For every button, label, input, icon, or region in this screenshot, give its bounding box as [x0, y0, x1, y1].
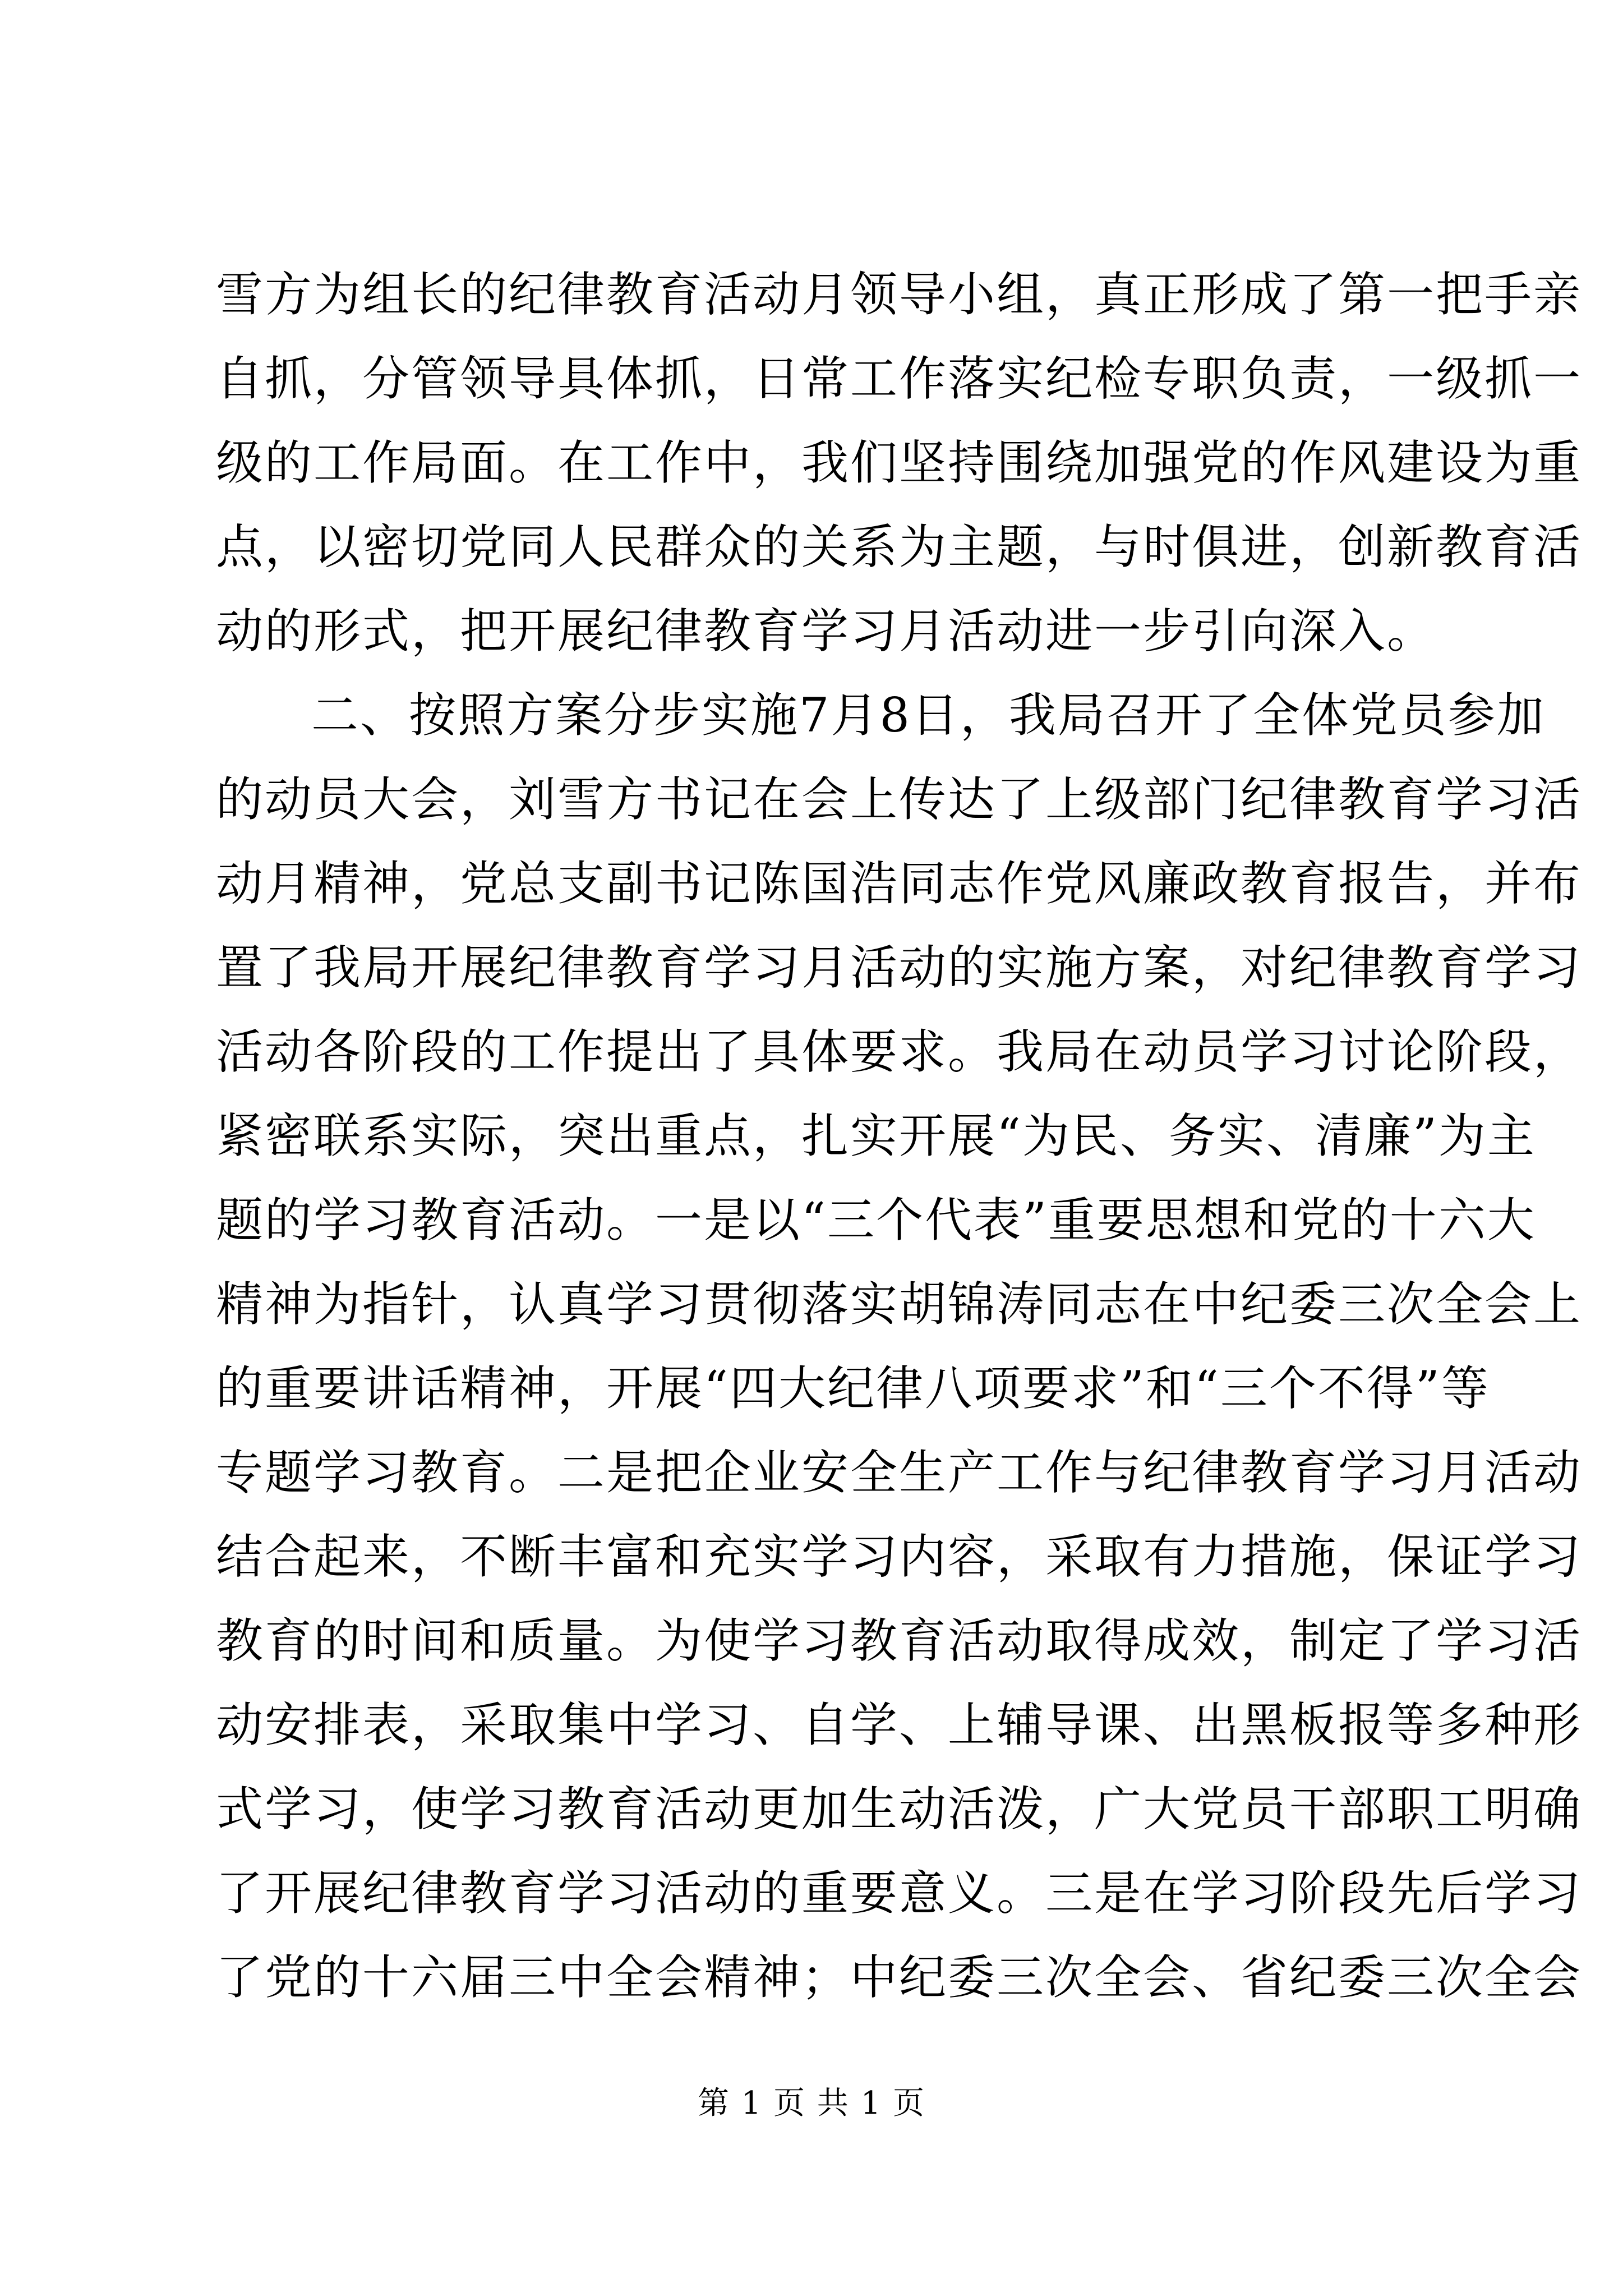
paragraph-2-line-3: 动月精神，党总支副书记陈国浩同志作党风廉政教育报告，并布 [216, 856, 1583, 911]
paragraph-2-line-2: 的动员大会，刘雪方书记在会上传达了上级部门纪律教育学习活 [216, 772, 1583, 827]
paragraph-2-line-16: 了党的十六届三中全会精神；中纪委三次全会、省纪委三次全会 [216, 1950, 1583, 2005]
paragraph-2-line-1: 二、按照方案分步实施7月8日，我局召开了全体党员参加 [311, 688, 1546, 743]
paragraph-2-line-6: 紧密联系实际，突出重点，扎实开展“为民、务实、清廉”为主 [216, 1108, 1536, 1163]
paragraph-2-line-12: 教育的时间和质量。为使学习教育活动取得成效，制定了学习活 [216, 1613, 1583, 1668]
paragraph-2-line-10: 专题学习教育。二是把企业安全生产工作与纪律教育学习月活动 [216, 1445, 1583, 1500]
page-footer [0, 2081, 1623, 2126]
paragraph-2-line-15: 了开展纪律教育学习活动的重要意义。三是在学习阶段先后学习 [216, 1866, 1583, 1921]
paragraph-2-line-5: 活动各阶段的工作提出了具体要求。我局在动员学习讨论阶段， [216, 1024, 1583, 1079]
paragraph-1-line-4: 点，以密切党同人民群众的关系为主题，与时俱进，创新教育活 [216, 519, 1583, 574]
paragraph-2-line-9: 的重要讲话精神，开展“四大纪律八项要求”和“三个不得”等 [216, 1361, 1490, 1416]
paragraph-1-line-1: 雪方为组长的纪律教育活动月领导小组，真正形成了第一把手亲 [216, 267, 1583, 322]
paragraph-2-line-11: 结合起来，不断丰富和充实学习内容，采取有力措施，保证学习 [216, 1529, 1583, 1584]
paragraph-2-line-13: 动安排表，采取集中学习、自学、上辅导课、出黑板报等多种形 [216, 1697, 1583, 1752]
page-number-label: 第 1 页 共 1 页 [697, 2085, 926, 2122]
paragraph-2-line-14: 式学习，使学习教育活动更加生动活泼，广大党员干部职工明确 [216, 1782, 1583, 1837]
paragraph-1-line-2: 自抓，分管领导具体抓，日常工作落实纪检专职负责，一级抓一 [216, 351, 1583, 406]
paragraph-2-line-8: 精神为指针，认真学习贯彻落实胡锦涛同志在中纪委三次全会上 [216, 1277, 1583, 1332]
paragraph-1-line-5: 动的形式，把开展纪律教育学习月活动进一步引向深入。 [216, 604, 1436, 659]
paragraph-1-line-3: 级的工作局面。在工作中，我们坚持围绕加强党的作风建设为重 [216, 435, 1583, 490]
paragraph-2-line-4: 置了我局开展纪律教育学习月活动的实施方案，对纪律教育学习 [216, 940, 1583, 995]
paragraph-2-line-7: 题的学习教育活动。一是以“三个代表”重要思想和党的十六大 [216, 1193, 1536, 1248]
